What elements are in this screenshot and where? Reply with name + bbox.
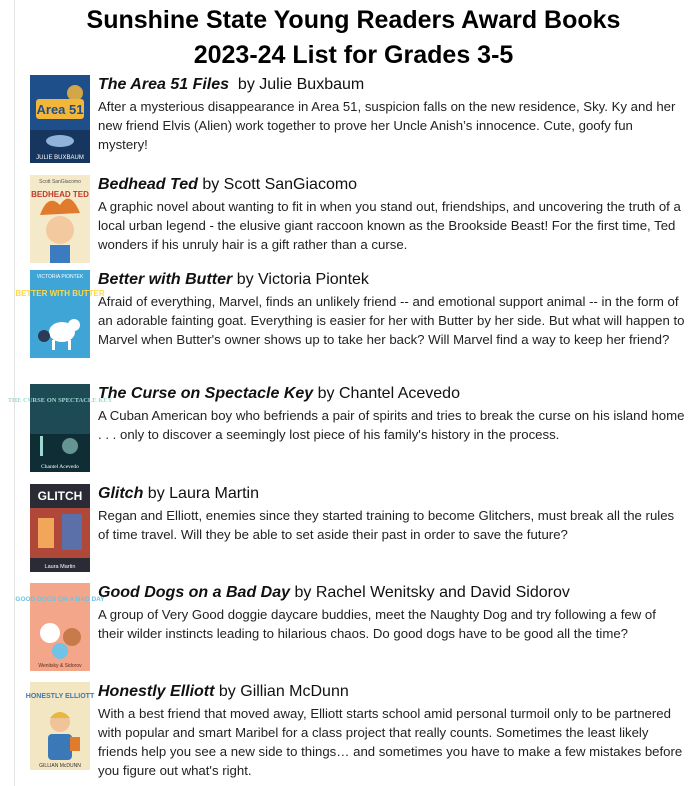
book-cover-curse-on-spectacle-key <box>7 384 113 472</box>
book-item-better-with-butter <box>15 270 685 370</box>
book-item-area-51-files <box>30 75 685 175</box>
cover-title-text: GLITCH <box>37 489 83 503</box>
book-description: A graphic novel about wanting to fit in when you stand out, friendships, and uncovering the truth of a local urban legend - the elusive giant raccoon known as the Brookside Beast! For the first time, Ted wonders if his unruly hair is a gift rather than a curse. <box>98 199 681 252</box>
book-title[interactable]: Honestly Elliott <box>98 683 215 700</box>
cover-title-text: GOOD DOGS ON A BAD DAY <box>15 596 105 603</box>
book-author: by Gillian McDunn <box>218 683 349 700</box>
book-author: by Chantel Acevedo <box>317 385 460 402</box>
book-author: by Rachel Wenitsky and David Sidorov <box>294 584 570 601</box>
book-author: by Julie Buxbaum <box>237 76 365 93</box>
book-description: Regan and Elliott, enemies since they started training to become Glitchers, must break all the rules of time travel. Will they be able to set aside their past in order to save the future? <box>98 508 675 542</box>
book-description: A Cuban American boy who befriends a pair of spirits and tries to break the curse on his island home . . . only to discover a seemingly lost piece of his family's history in the process. <box>98 408 685 442</box>
cover-title-text: THE CURSE ON SPECTACLE KEY <box>7 397 113 404</box>
cover-title-text: BETTER WITH BUTTER <box>15 289 105 298</box>
page-title-line-1: Sunshine State Young Readers Award Books <box>86 6 621 34</box>
book-cover-better-with-butter <box>15 270 105 358</box>
book-title[interactable]: Glitch <box>98 485 144 502</box>
book-description: Afraid of everything, Marvel, finds an unlikely friend -- and emotional support animal -- in the form of an adorable fainting goat. Everything is easier for her with Butter by her side. But what will happen to Marvel when Butter's owner shows up to take her back? Will Marvel find a way to keep her friend? <box>98 294 685 347</box>
page-edge-line <box>14 0 15 786</box>
cover-author-text: Wenitsky & Sidorov <box>38 663 82 669</box>
cover-author-text: Laura Martin <box>44 564 76 570</box>
cover-author-text: JULIE BUXBAUM <box>36 155 84 161</box>
book-item-curse-on-spectacle-key <box>7 384 685 484</box>
cover-title-text: BEDHEAD TED <box>31 190 89 199</box>
book-title[interactable]: Better with Butter <box>98 271 233 288</box>
cover-author-text: VICTORIA PIONTEK <box>36 274 84 280</box>
book-title[interactable]: The Area 51 Files <box>98 76 230 93</box>
cover-author-text: Scott SanGiacomo <box>39 179 81 185</box>
book-description: With a best friend that moved away, Elliott starts school amid personal turmoil only to be partnered with popular and smart Maribel for a class project that really counts. Sometimes the least likely friends help you see a new side to things… and sometimes you have to make a few mistakes before you figure out what's right. <box>98 706 683 778</box>
book-description: A group of Very Good doggie daycare buddies, meet the Naughty Dog and try following a few of their wilder instincts leading to hilarious chaos. Do good dogs have to be good all the time? <box>98 607 656 641</box>
book-author: by Victoria Piontek <box>236 271 369 288</box>
book-cover-area-51-files <box>30 75 90 163</box>
book-title[interactable]: Good Dogs on a Bad Day <box>98 584 291 601</box>
book-cover-honestly-elliott <box>25 682 95 770</box>
book-item-bedhead-ted <box>30 175 685 275</box>
page-title-line-2: 2023-24 List for Grades 3-5 <box>193 41 514 69</box>
book-author: by Laura Martin <box>147 485 259 502</box>
book-description: After a mysterious disappearance in Area 51, suspicion falls on the new residence, Sky. Ky and her new friend Elvis (Alien) work together to prove her Uncle Anish’s innocence. Cute, goofy fun mystery! <box>98 99 676 152</box>
book-cover-glitch <box>30 484 90 572</box>
book-cover-good-dogs-on-a-bad-day <box>15 583 105 671</box>
book-author: by Scott SanGiacomo <box>202 176 358 193</box>
book-item-honestly-elliott <box>25 682 685 782</box>
book-cover-bedhead-ted <box>30 175 90 263</box>
cover-author-text: Chantel Acevedo <box>41 464 79 470</box>
cover-title-text: HONESTLY ELLIOTT <box>25 693 95 700</box>
book-title[interactable]: The Curse on Spectacle Key <box>98 385 314 402</box>
book-item-glitch <box>30 484 685 584</box>
cover-author-text: GILLIAN McDUNN <box>39 763 81 769</box>
cover-title-text: Area 51 <box>36 102 84 117</box>
book-item-good-dogs-on-a-bad-day <box>15 583 685 683</box>
book-title[interactable]: Bedhead Ted <box>98 176 198 193</box>
